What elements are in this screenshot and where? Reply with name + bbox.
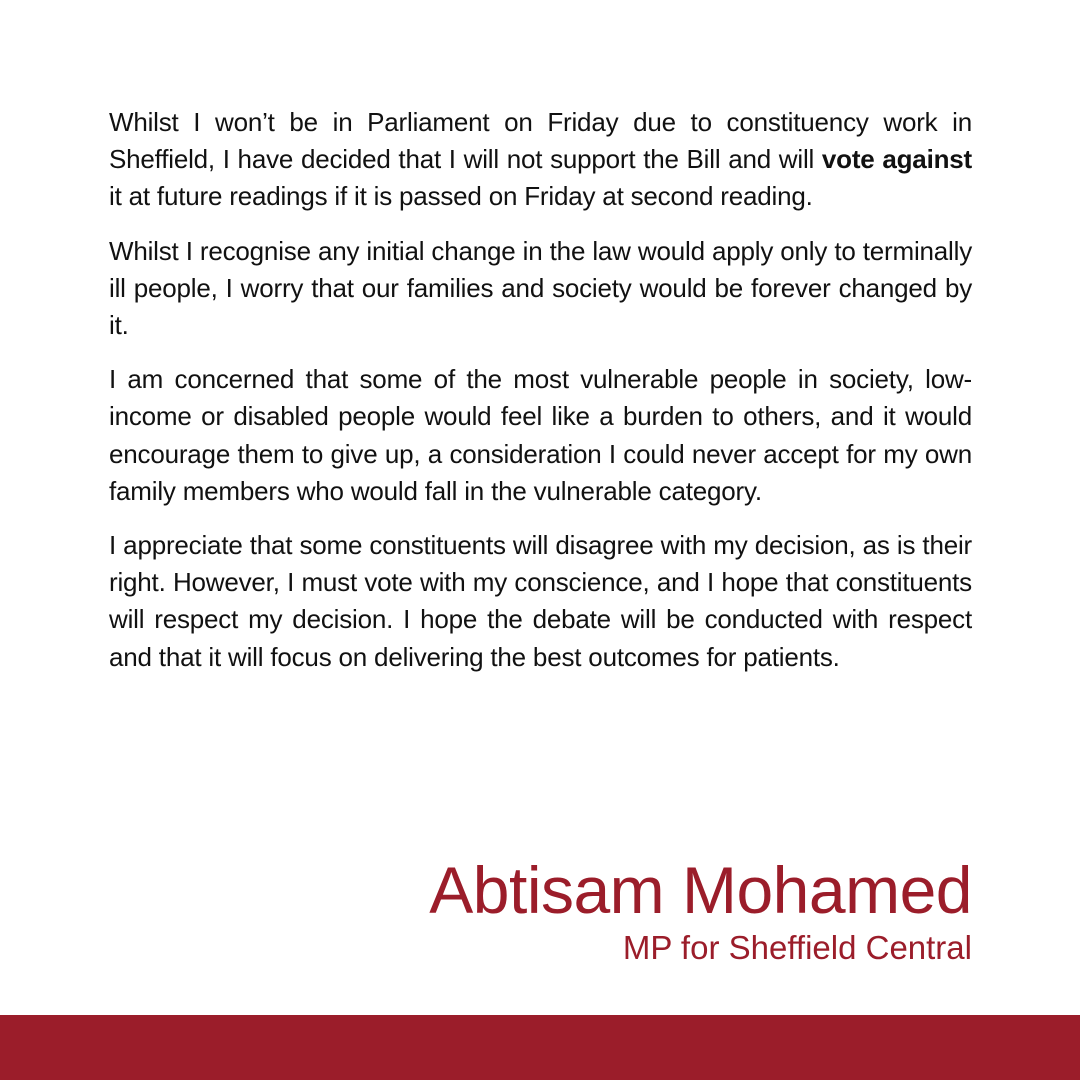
signature-title: MP for Sheffield Central — [622, 929, 972, 966]
statement-body — [109, 104, 972, 693]
statement-paragraph-4: I appreciate that some constituents will disagree with my decision, as is their right. However, I must vote with my conscience, and I hope that constituents will respect my decision. I hope the debate will be conducted with respect and that it will focus on delivering the best outcomes for patients. — [109, 530, 972, 672]
statement-paragraph-3: I am concerned that some of the most vulnerable people in society, low-income or disabled people would feel like a burden to others, and it would encourage them to give up, a consideration I could never accept for my own family members who would fall in the vulnerable category. — [109, 364, 972, 506]
paragraph-1-text-end: it at future readings if it is passed on Friday at second reading. — [109, 181, 813, 212]
statement-paragraph-1 — [109, 104, 972, 216]
paragraph-1-text-start: Whilst I won’t be in Parliament on Friday due to constituency work in Sheffield, I have decided that I will not support the Bill and will — [109, 107, 972, 175]
signature-name: Abtisam Mohamed — [429, 853, 972, 927]
signature-block — [429, 852, 972, 968]
footer-accent-bar — [0, 1015, 1080, 1080]
statement-paragraph-2: Whilst I recognise any initial change in the law would apply only to terminally ill people, I worry that our families and society would be forever changed by it. — [109, 235, 972, 341]
vote-against-emphasis: vote against — [821, 144, 972, 175]
